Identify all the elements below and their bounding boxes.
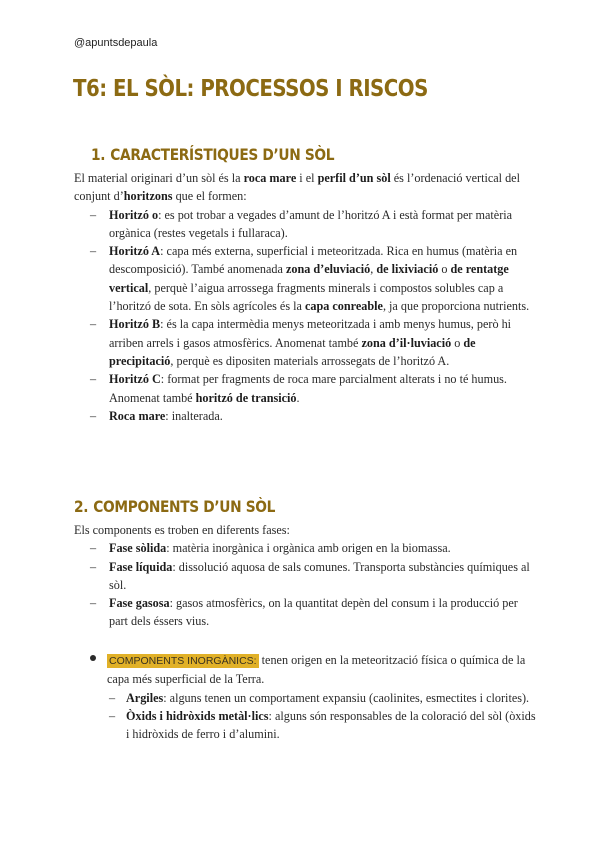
list-item: – Horitzó B: és la capa intermèdia menys meteoritzada i amb menys humus, però hi arriben arrels i gasos atmosfèrics. Anomenat també zona d’il·luviació o de precipitació, perquè es dipositen materials arrossegats de l’horitzó A. <box>109 315 536 370</box>
section-intro: El material originari d’un sòl és la roca mare i el perfil d’un sòl és l’ordenació vertical del conjunt d’horitzons que el formen: <box>74 171 520 204</box>
section-intro: Els components es troben en diferents fases: <box>74 523 290 537</box>
section-heading-text: CARACTERÍSTIQUES D’UN SÒL <box>110 145 335 164</box>
page-title: T6: EL SÒL: PROCESSOS I RISCOS <box>73 76 428 102</box>
phase-list <box>74 539 536 630</box>
list-item: – Horitzó C: format per fragments de roca mare parcialment alterats i no té humus. Anomenat també horitzó de transició. <box>109 370 536 407</box>
inorganic-sublist <box>90 689 536 744</box>
section-components-body <box>74 521 536 631</box>
list-item: – Fase gasosa: gasos atmosfèrics, on la quantitat depèn del consum i la producció per part dels éssers vius. <box>109 594 536 631</box>
list-item: – Roca mare: inalterada. <box>109 407 536 425</box>
inorganic-description: tenen origen en la meteorització física o química de la capa més superficial de la Terra. <box>107 653 526 687</box>
bullet-icon <box>90 655 96 661</box>
section-heading-components <box>74 497 275 516</box>
list-item: – Fase sòlida: matèria inorgànica i orgànica amb origen en la biomassa. <box>109 539 536 557</box>
section-number: 2. <box>74 497 89 516</box>
list-item: – Argiles: alguns tenen un comportament expansiu (caolinites, esmectites i clorites). <box>126 689 536 707</box>
inorganic-components-block <box>90 651 536 743</box>
list-item: – Òxids i hidròxids metàl·lics: alguns són responsables de la coloració del sòl (òxids i hidròxids de ferro i d’alumini. <box>126 707 536 744</box>
highlighted-label: COMPONENTS INORGÀNICS: <box>109 655 257 667</box>
horizon-list <box>74 206 536 426</box>
section-characteristics-body <box>74 169 536 425</box>
inorganic-components-item <box>90 651 536 689</box>
section-number: 1. <box>91 145 106 164</box>
author-handle: @apuntsdepaula <box>74 37 158 49</box>
list-item: – Horitzó o: es pot trobar a vegades d’amunt de l’horitzó A i està format per matèria orgànica (restes vegetals i fullaraca). <box>109 206 536 243</box>
section-heading-text: COMPONENTS D’UN SÒL <box>93 497 276 516</box>
section-heading-characteristics <box>91 145 334 164</box>
list-item: – Fase líquida: dissolució aquosa de sals comunes. Transporta substàncies químiques al sòl. <box>109 558 536 595</box>
list-item: – Horitzó A: capa més externa, superficial i meteoritzada. Rica en humus (matèria en descomposició). També anomenada zona d’eluviació, de lixiviació o de rentatge vertical, perquè l’aigua arrossega fragments minerals i compostos solubles cap a l’horitzó de sota. En sòls agrícoles és la capa conreable, ja que proporciona nutrients. <box>109 242 536 315</box>
